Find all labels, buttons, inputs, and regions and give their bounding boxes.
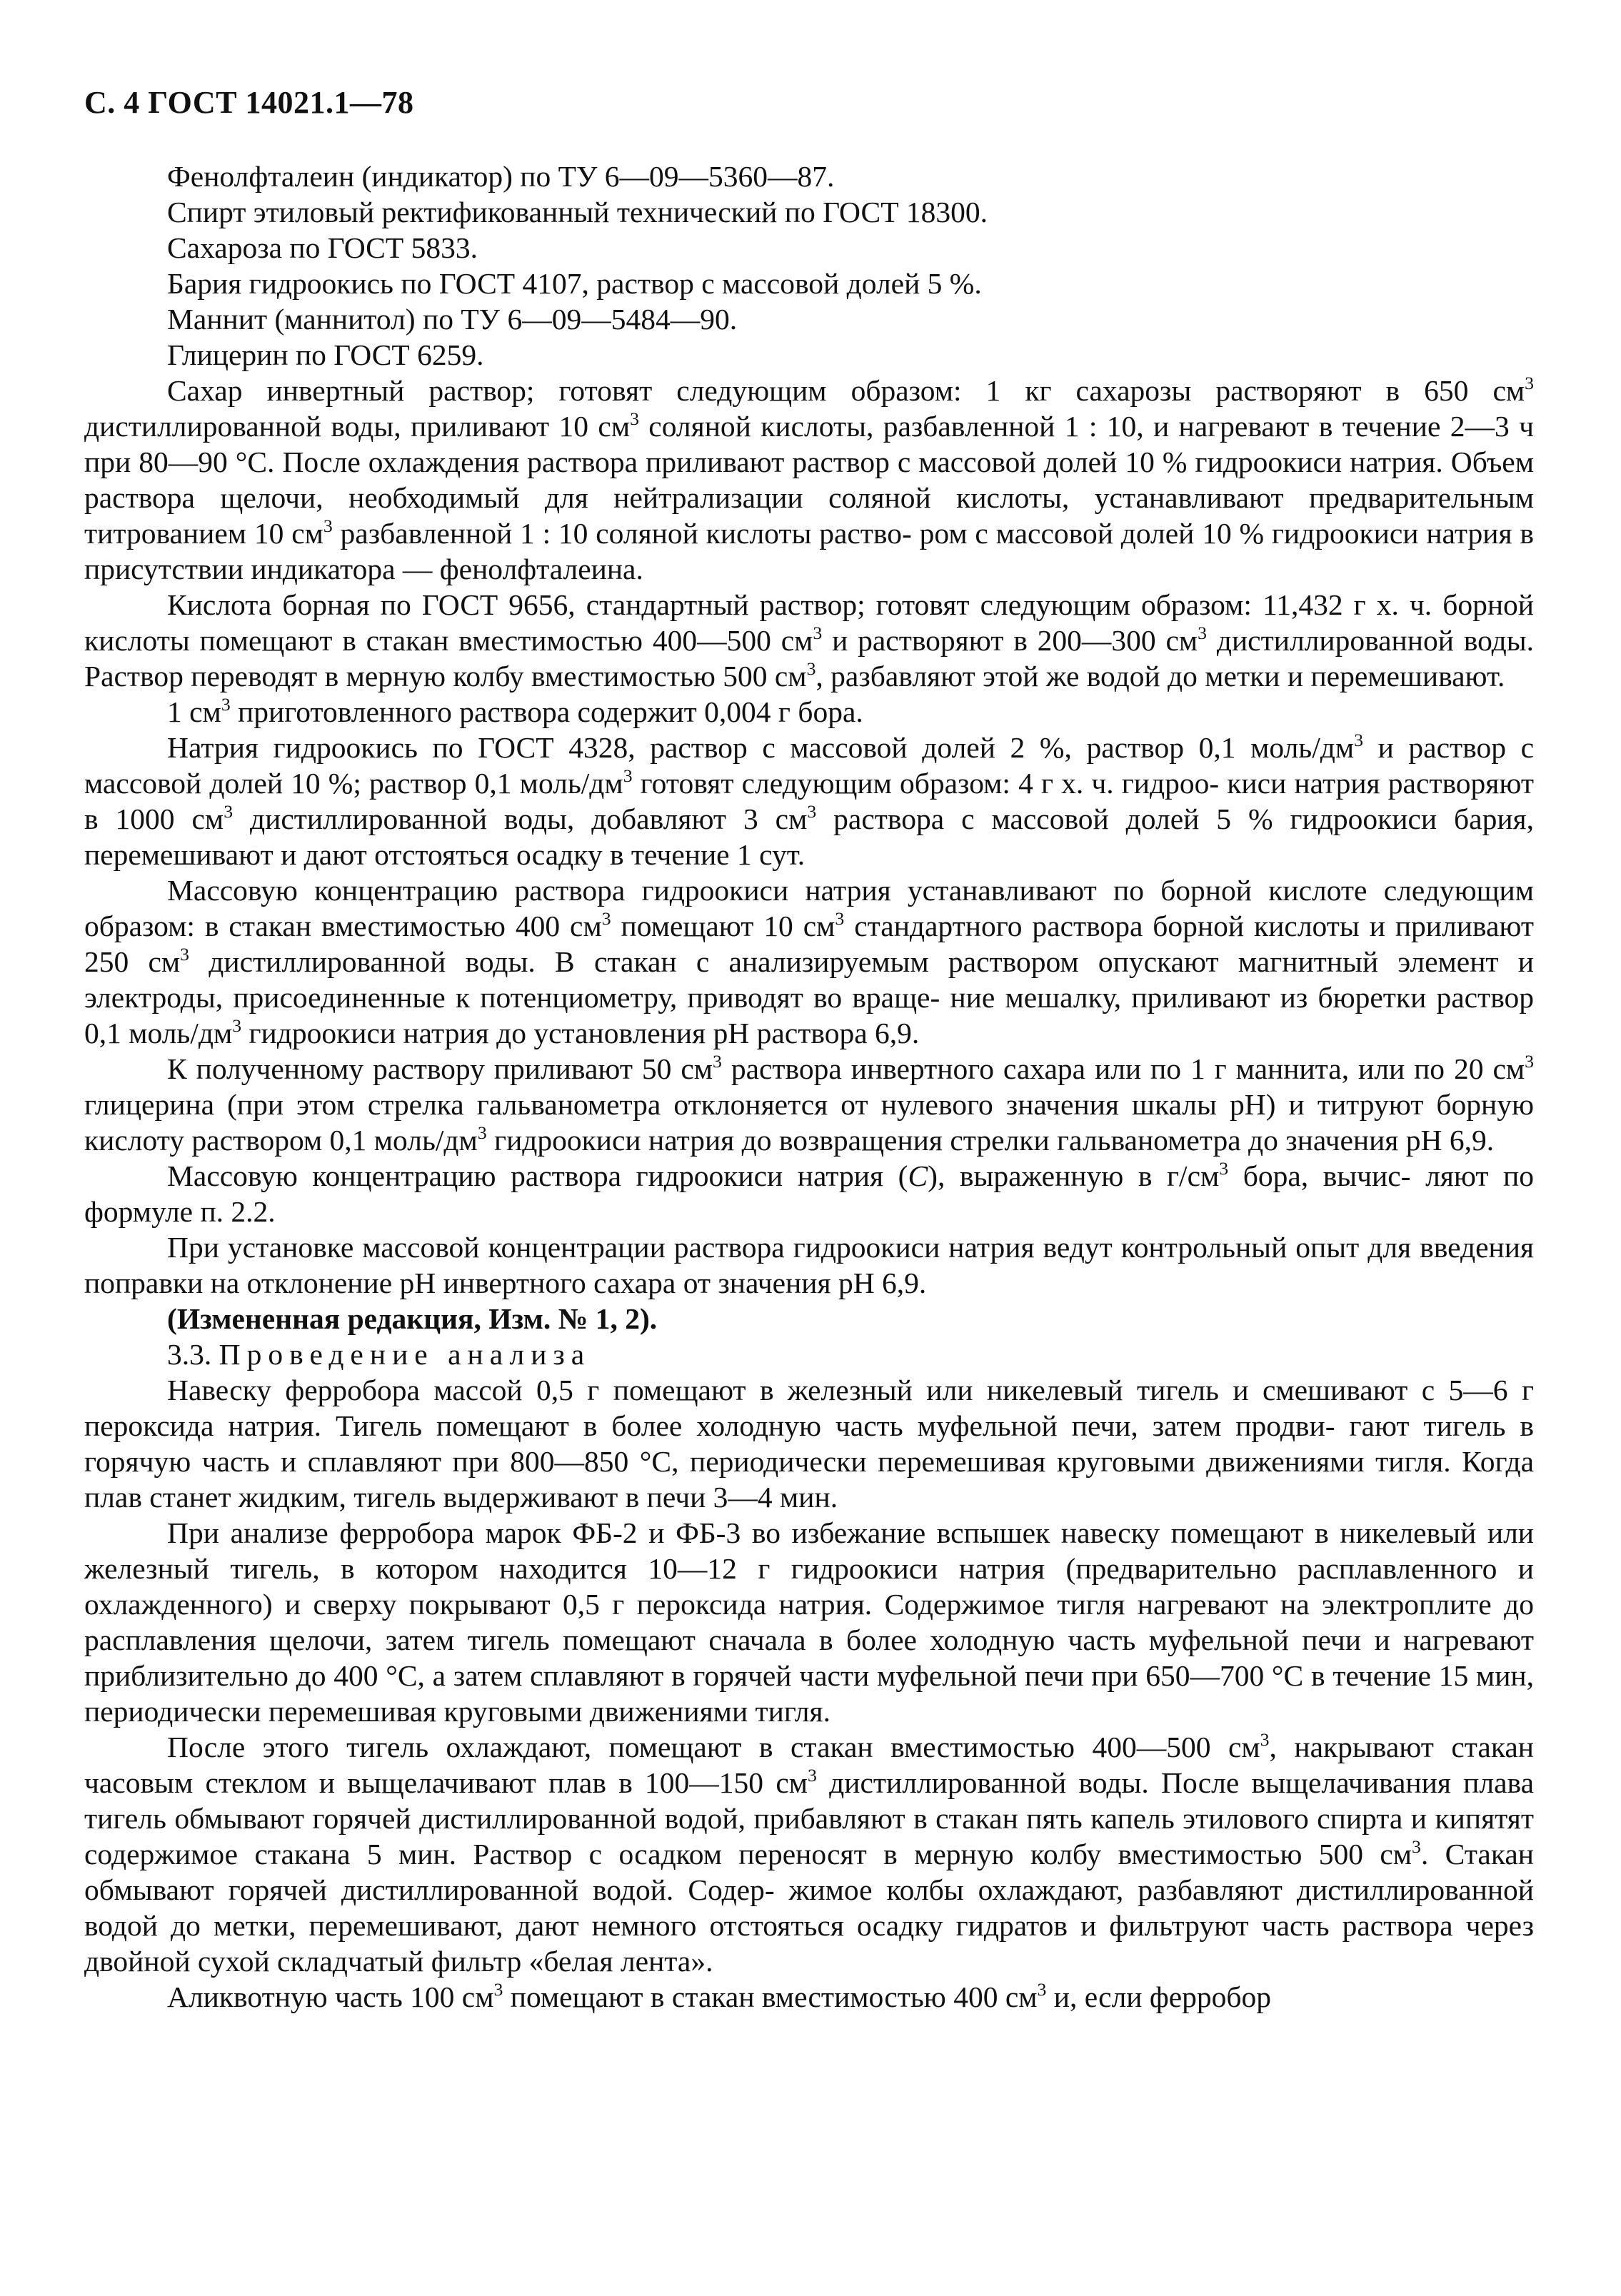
paragraph <box>84 158 1534 194</box>
superscript: 3 <box>813 623 823 644</box>
paragraph <box>84 230 1534 266</box>
paragraph <box>84 1372 1534 1515</box>
superscript: 3 <box>1525 373 1534 394</box>
paragraph <box>84 1979 1534 2015</box>
superscript: 3 <box>713 1051 722 1072</box>
text-run: . Стакан обмывают горячей дистиллированной водой. Содер- жимое колбы охлаждают, разбавляют дистиллированной водой до метки, перемешивают, дают немного отстояться осадку гидратов и фильтруют часть раствора через двойной сухой складчатый фильтр «белая лента». <box>84 1838 1534 1978</box>
text-run: Навеску ферробора массой 0,5 г помещают в железный или никелевый тигель и смешивают с 5—6 г пероксида натрия. Тигель помещают в более холодную часть муфельной печи, затем продви- гают тигель в горячую часть и сплавляют при 800—850 °С, периодически перемешивая круговыми движениями тигля. Когда плав станет жидким, тигель выдерживают в печи 3—4 мин. <box>84 1374 1534 1514</box>
superscript: 3 <box>808 1765 817 1786</box>
paragraph <box>84 1301 1534 1336</box>
superscript: 3 <box>232 1015 242 1037</box>
text-run: Кислота борная по ГОСТ 9656, стандартный раствор; готовят следующим образом: 11,432 г х. ч. борной кислоты помещают в стакан вместимостью 400—500 см <box>84 588 1534 657</box>
page-header: С. 4 ГОСТ 14021.1—78 <box>84 85 414 120</box>
superscript: 3 <box>323 515 333 537</box>
text-run: При установке массовой концентрации раствора гидроокиси натрия ведут контрольный опыт для введения поправки на отклонение рН инвертного сахара от значения рН 6,9. <box>84 1231 1534 1299</box>
superscript: 3 <box>477 1122 487 1144</box>
text-run: Сахароза по ГОСТ 5833. <box>167 231 478 264</box>
text-run: приготовленного раствора содержит 0,004 г бора. <box>230 695 863 728</box>
text-run: глицерина (при этом стрелка гальванометра отклоняется от нулевого значения шкалы рН) и титруют борную кислоту раствором 0,1 моль/дм <box>84 1088 1534 1157</box>
text-run: бора, вычис- ляют по формуле п. 2.2. <box>84 1159 1534 1228</box>
text-run: Массовую концентрацию раствора гидроокиси натрия устанавливают по борной кислоте следующим образом: в стакан вместимостью 400 см <box>84 874 1534 942</box>
italic-symbol: C <box>908 1159 928 1192</box>
superscript: 3 <box>221 694 231 715</box>
text-run: Аликвотную часть 100 см <box>167 1980 494 2013</box>
paragraph <box>84 1336 1534 1372</box>
text-run: раствора с массовой долей 5 % гидроокиси бария, перемешивают и дают отстояться осадку в течение 1 сут. <box>84 802 1534 871</box>
text-run: Спирт этиловый ректификованный технический по ГОСТ 18300. <box>167 196 988 228</box>
text-run: ), выраженную в г/см <box>928 1159 1220 1192</box>
text-run: дистиллированной воды. После выщелачивания плава тигель обмывают горячей дистиллированной водой, прибавляют в стакан пять капель этилового спирта и кипятят содержимое стакана 5 мин. Раствор с осадком переносят в мерную колбу вместимостью 500 см <box>84 1766 1534 1870</box>
text-run: гидроокиси натрия до возвращения стрелки гальванометра до значения рН 6,9. <box>486 1124 1495 1157</box>
superscript: 3 <box>224 801 234 822</box>
text-run: После этого тигель охлаждают, помещают в стакан вместимостью 400—500 см <box>167 1731 1260 1763</box>
text-run: Натрия гидроокись по ГОСТ 4328, раствор с массовой долей 2 %, раствор 0,1 моль/дм <box>167 731 1355 764</box>
superscript: 3 <box>1412 1836 1421 1858</box>
superscript: 3 <box>1260 1729 1270 1751</box>
text-run: готовят следующим образом: 4 г х. ч. гидроо- киси натрия растворяют в 1000 см <box>84 767 1534 835</box>
paragraph <box>84 266 1534 301</box>
paragraph <box>84 337 1534 373</box>
text-run: дистиллированной воды. Раствор переводят в мерную колбу вместимостью 500 см <box>84 624 1534 693</box>
text-run: дистиллированной воды. В стакан с анализируемым раствором опускают магнитный элемент и электроды, присоединенные к потенциометру, приводят во враще- ние мешалку, приливают из бюретки раствор 0,1 моль/дм <box>84 945 1534 1049</box>
superscript: 3 <box>1525 1051 1534 1072</box>
text-run: Маннит (маннитол) по ТУ 6—09—5484—90. <box>167 303 738 336</box>
paragraph <box>84 730 1534 872</box>
paragraph <box>84 694 1534 730</box>
text-run: Сахар инвертный раствор; готовят следующим образом: 1 кг сахарозы растворяют в 650 см <box>167 374 1525 407</box>
text-run: К полученному раствору приливают 50 см <box>167 1052 713 1085</box>
text-run: и раствор с массовой долей 10 %; раствор 0,1 моль/дм <box>84 731 1534 800</box>
superscript: 3 <box>1037 1979 1047 2000</box>
text-run: Глицерин по ГОСТ 6259. <box>167 338 484 371</box>
text-run: разбавленной 1 : 10 соляной кислоты раство- ром с массовой долей 10 % гидроокиси натрия в присутствии индикатора — фенолфталеина. <box>84 517 1534 585</box>
text-run: Бария гидроокись по ГОСТ 4107, раствор с массовой долей 5 %. <box>167 267 982 300</box>
text-run: помещают в стакан вместимостью 400 см <box>503 1980 1038 2013</box>
superscript: 3 <box>807 801 817 822</box>
text-run: 1 см <box>167 695 221 728</box>
text-run: дистиллированной воды, приливают 10 см <box>84 410 631 443</box>
superscript: 3 <box>1198 623 1208 644</box>
text-run: Массовую концентрацию раствора гидроокиси натрия ( <box>167 1159 908 1192</box>
text-run: Фенолфталеин (индикатор) по ТУ 6—09—5360—87. <box>167 160 835 193</box>
paragraph <box>84 301 1534 337</box>
text-run: При анализе ферробора марок ФБ-2 и ФБ-3 во избежание вспышек навеску помещают в никелевый или железный тигель, в котором находится 10—12 г гидроокиси натрия (предварительно расплавленного и охлажденного) и сверху покрывают 0,5 г пероксида натрия. Содержимое тигля нагревают на электроплите до расплавления щелочи, затем тигель помещают сначала в более холодную часть муфельной печи и нагревают приблизительно до 400 °С, а затем сплавляют в горячей части муфельной печи при 650—700 °С в течение 15 мин, периодически перемешивая круговыми движениями тигля. <box>84 1516 1534 1728</box>
text-run: дистиллированной воды, добавляют 3 см <box>233 802 808 835</box>
paragraph <box>84 872 1534 1051</box>
paragraph <box>84 373 1534 587</box>
text-run: помещают 10 см <box>611 910 835 942</box>
text-run: и растворяют в 200—300 см <box>822 624 1198 657</box>
superscript: 3 <box>806 658 816 680</box>
superscript: 3 <box>1354 730 1363 751</box>
paragraph <box>84 1515 1534 1729</box>
paragraph <box>84 1229 1534 1301</box>
text-run: 3.3. <box>167 1338 219 1371</box>
superscript: 3 <box>835 908 845 930</box>
paragraph <box>84 587 1534 694</box>
paragraph <box>84 1051 1534 1158</box>
text-run: , накрывают стакан часовым стеклом и выщелачивают плав в 100—150 см <box>84 1731 1534 1799</box>
paragraph <box>84 1158 1534 1229</box>
text-run: гидроокиси натрия до установления рН раствора 6,9. <box>241 1017 920 1049</box>
superscript: 3 <box>180 944 190 965</box>
paragraph <box>84 1729 1534 1979</box>
superscript: 3 <box>1219 1158 1229 1179</box>
bold-note: (Измененная редакция, Изм. № 1, 2). <box>167 1302 658 1335</box>
text-run: соляной кислоты, разбавленной 1 : 10, и нагревают в течение 2—3 ч при 80—90 °С. После охлаждения раствора приливают раствор с массовой долей 10 % гидроокиси натрия. Объем раствора щелочи, необходимый для нейтрализации соляной кислоты, устанавливают предварительным титрованием 10 см <box>84 410 1534 550</box>
document-body <box>84 158 1534 2015</box>
superscript: 3 <box>493 1979 503 2000</box>
superscript: 3 <box>623 765 633 787</box>
text-run: и, если ферробор <box>1046 1980 1272 2013</box>
paragraph <box>84 194 1534 230</box>
text-run: раствора инвертного сахара или по 1 г маннита, или по 20 см <box>721 1052 1525 1085</box>
superscript: 3 <box>630 408 639 430</box>
text-run: стандартного раствора борной кислоты и приливают 250 см <box>84 910 1534 978</box>
section-heading: Проведение анализа <box>219 1338 591 1371</box>
superscript: 3 <box>601 908 611 930</box>
text-run: , разбавляют этой же водой до метки и перемешивают. <box>815 660 1505 693</box>
